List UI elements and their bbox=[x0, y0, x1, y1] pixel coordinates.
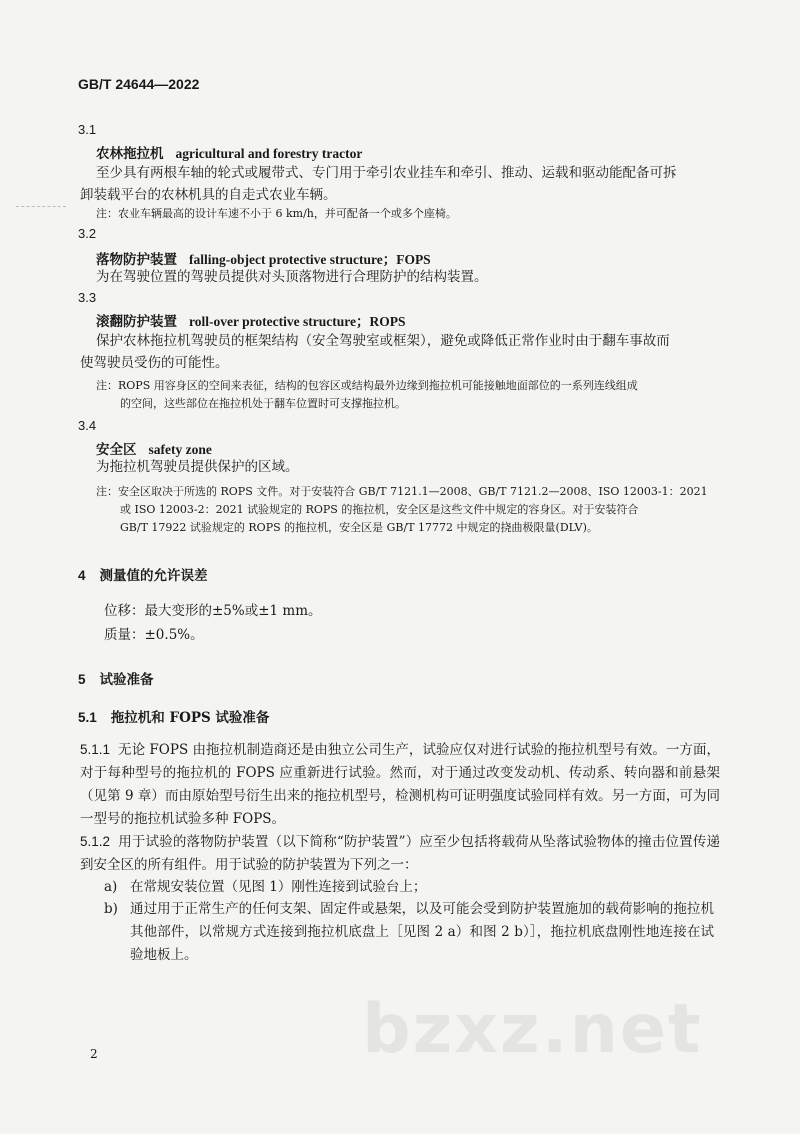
term-heading bbox=[96, 142, 362, 162]
list-item-text: 在常规安装位置（见图 1）刚性连接到试验台上； bbox=[130, 879, 427, 895]
section-heading bbox=[78, 564, 208, 584]
section-title: 试验准备 bbox=[99, 672, 154, 688]
term-zh: 农林拖拉机 bbox=[96, 146, 164, 162]
section-number: 4 bbox=[78, 568, 86, 583]
term-number: 3.2 bbox=[78, 226, 97, 241]
scan-artifact-line bbox=[16, 206, 66, 207]
term-en: roll-over protective structure；ROPS bbox=[189, 314, 406, 329]
watermark: bzxz.net bbox=[362, 990, 703, 1069]
term-zh: 安全区 bbox=[96, 442, 137, 458]
subsection-title: 拖拉机和 FOPS 试验准备 bbox=[110, 710, 270, 726]
list-item bbox=[104, 898, 714, 967]
term-heading bbox=[96, 310, 405, 330]
term-en: agricultural and forestry tractor bbox=[175, 146, 363, 161]
paragraph-number: 5.1.1 bbox=[80, 742, 111, 757]
tolerance-line: 质量：±0.5%。 bbox=[104, 627, 204, 643]
term-note: 注：ROPS 用容身区的空间来表征，结构的包容区或结构最外边缘到拖拉机可能接触地面部位的一系列连线组成 bbox=[96, 379, 638, 392]
term-en: safety zone bbox=[148, 442, 212, 457]
term-heading bbox=[96, 438, 212, 458]
list-marker: b) bbox=[104, 901, 118, 917]
term-number: 3.3 bbox=[78, 290, 97, 305]
tolerance-line: 位移：最大变形的±5%或±1 mm。 bbox=[104, 603, 322, 619]
paragraph-text: 用于试验的落物防护装置（以下简称“防护装置”）应至少包括将载荷从坠落试验物体的撞击位置传递到安全区的所有组件。用于试验的防护装置为下列之一： bbox=[80, 834, 720, 873]
term-definition-line: 卸装载平台的农林机具的自走式农业车辆。 bbox=[80, 187, 337, 203]
paragraph-5-1-1 bbox=[80, 738, 720, 831]
subsection-heading bbox=[78, 706, 269, 726]
term-number: 3.1 bbox=[78, 122, 97, 137]
section-heading bbox=[78, 668, 154, 688]
term-note: 注：安全区取决于所选的 ROPS 文件。对于安装符合 GB/T 7121.1—2008、GB/T 7121.2—2008、ISO 12003-1：2021 bbox=[96, 485, 708, 498]
term-note: GB/T 17922 试验规定的 ROPS 的拖拉机，安全区是 GB/T 17772 中规定的挠曲极限量(DLV)。 bbox=[120, 521, 598, 534]
page-number: 2 bbox=[90, 1047, 98, 1061]
subsection-number: 5.1 bbox=[78, 710, 97, 725]
term-definition-line: 使驾驶员受伤的可能性。 bbox=[80, 355, 229, 371]
term-note: 的空间，这些部位在拖拉机处于翻车位置时可支撑拖拉机。 bbox=[120, 397, 406, 410]
list-item-text: 通过用于正常生产的任何支架、固定件或悬架，以及可能会受到防护装置施加的载荷影响的拖拉机其他部件，以常规方式连接到拖拉机底盘上［见图 2 a）和图 2 b）］，拖拉机底盘刚性地连接在试验地板上。 bbox=[130, 901, 714, 963]
term-heading bbox=[96, 248, 431, 268]
standard-number: GB/T 24644—2022 bbox=[78, 76, 200, 92]
term-definition-line: 至少具有两根车轴的轮式或履带式、专门用于牵引农业挂车和牵引、推动、运载和驱动能配备可拆 bbox=[96, 165, 677, 181]
term-definition-line: 为在驾驶位置的驾驶员提供对头顶落物进行合理防护的结构装置。 bbox=[96, 269, 488, 285]
term-zh: 滚翻防护装置 bbox=[96, 314, 177, 330]
term-note: 注：农业车辆最高的设计车速不小于 6 km/h，并可配备一个或多个座椅。 bbox=[96, 207, 457, 220]
section-title: 测量值的允许误差 bbox=[99, 568, 208, 584]
term-en: falling-object protective structure；FOPS bbox=[189, 252, 431, 267]
term-definition-line: 保护农林拖拉机驾驶员的框架结构（安全驾驶室或框架），避免或降低正常作业时由于翻车事故而 bbox=[96, 333, 670, 349]
term-definition-line: 为拖拉机驾驶员提供保护的区域。 bbox=[96, 459, 299, 475]
term-note: 或 ISO 12003-2：2021 试验规定的 ROPS 的拖拉机，安全区是这些文件中规定的容身区。对于安装符合 bbox=[120, 503, 639, 516]
term-number: 3.4 bbox=[78, 418, 97, 433]
list-item bbox=[104, 876, 714, 899]
paragraph-5-1-2 bbox=[80, 830, 720, 877]
paragraph-text: 无论 FOPS 由拖拉机制造商还是由独立公司生产，试验应仅对进行试验的拖拉机型号有效。一方面，对于每种型号的拖拉机的 FOPS 应重新进行试验。然而，对于通过改变发动机、传动系、转向器和前悬架（见第 9 章）而由原始型号衍生出来的拖拉机型号，检测机构可证明强度试验同样有效。另一方面，可为同一型号的拖拉机试验多种 FOPS。 bbox=[80, 742, 720, 827]
list-marker: a) bbox=[104, 879, 118, 895]
term-zh: 落物防护装置 bbox=[96, 252, 177, 268]
paragraph-number: 5.1.2 bbox=[80, 834, 111, 849]
section-number: 5 bbox=[78, 672, 86, 687]
